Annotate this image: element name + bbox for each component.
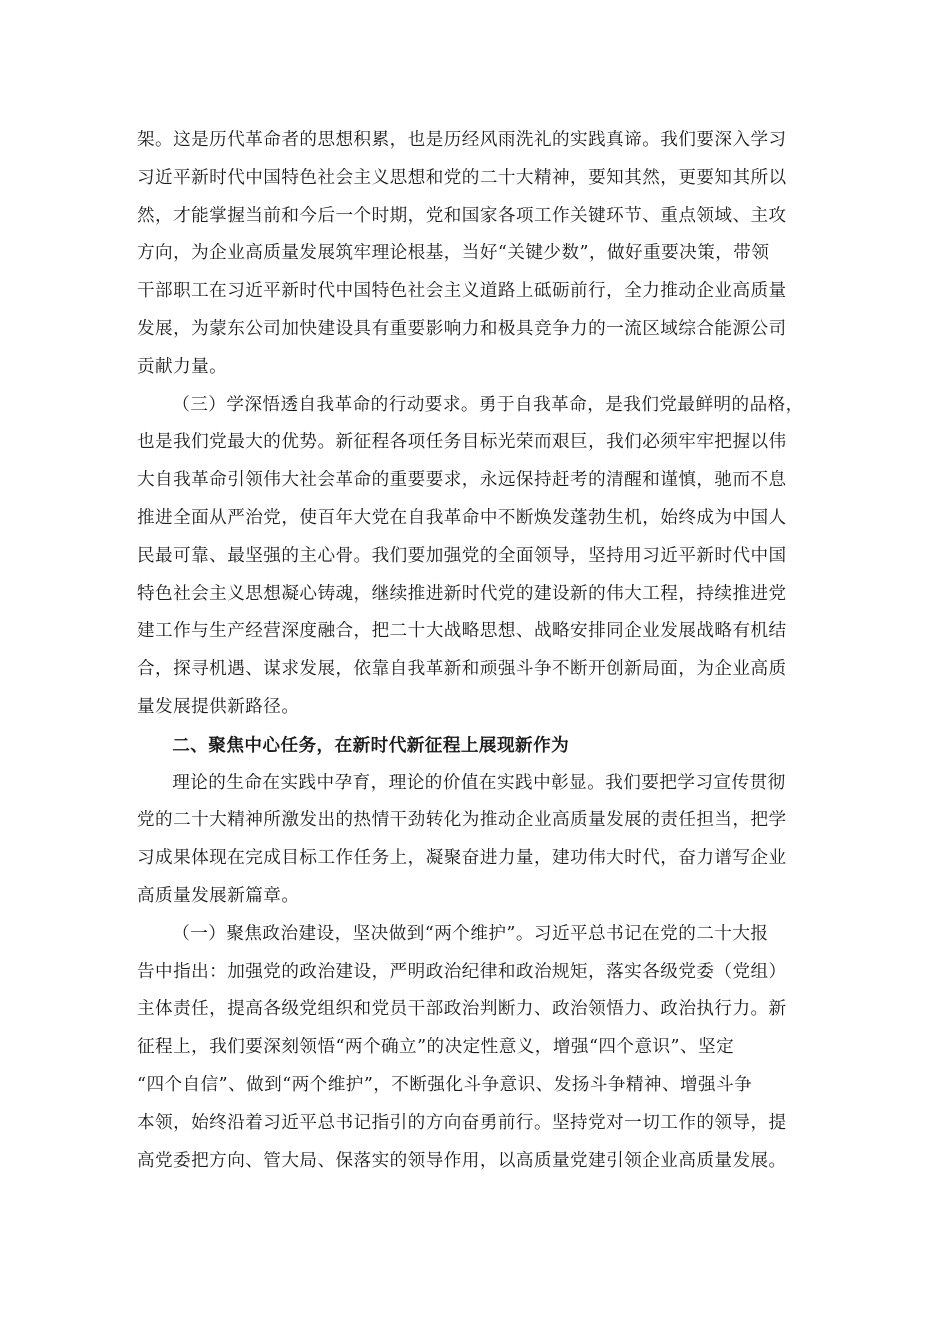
text-line: 告中指出：加强党的政治建设，严明政治纪律和政治规矩，落实各级党委（党组）	[137, 961, 787, 982]
text-line: 贡献力量。	[137, 356, 228, 377]
section-heading	[137, 727, 825, 765]
text-line: （一）聚焦政治建设，坚决做到“两个维护”。习近平总书记在党的二十大报	[172, 923, 769, 944]
paragraph-continued	[137, 122, 825, 387]
text-line: 民最可靠、最坚强的主心骨。我们要加强党的全面领导，坚持用习近平新时代中国	[137, 545, 787, 566]
text-line: 征程上，我们要深刻领悟“两个确立”的决定性意义，增强“四个意识”、坚定	[137, 1037, 735, 1058]
text-line: 习成果体现在完成目标工作任务上，凝聚奋进力量，建功伟大时代，奋力谱写企业	[137, 848, 787, 869]
text-line: （三）学深悟透自我革命的行动要求。勇于自我革命，是我们党最鲜明的品格，	[172, 394, 804, 415]
text-line: 推进全面从严治党，使百年大党在自我革命中不断焕发蓬勃生机，始终成为中国人	[137, 507, 787, 528]
paragraph-self-revolution	[137, 387, 825, 727]
text-line: 架。这是历代革命者的思想积累，也是历经风雨洗礼的实践真谛。我们要深入学习	[137, 130, 787, 150]
text-line: 合，探寻机遇、谋求发展，依靠自我革新和顽强斗争不断开创新局面，为企业高质	[137, 659, 787, 680]
text-line: 然，才能掌握当前和今后一个时期，党和国家各项工作关键环节、重点领域、主攻	[137, 205, 787, 226]
text-line: 本领，始终沿着习近平总书记指引的方向奋勇前行。坚持党对一切工作的领导，提	[137, 1112, 787, 1133]
document-page	[137, 122, 825, 1180]
text-line: 党的二十大精神所激发出的热情干劲转化为推动企业高质量发展的责任担当，把学	[137, 810, 787, 831]
text-line: 建工作与生产经营深度融合，把二十大战略思想、战略安排同企业发展战略有机结	[137, 621, 787, 642]
text-line: 特色社会主义思想凝心铸魂，继续推进新时代党的建设新的伟大工程，持续推进党	[137, 583, 787, 604]
text-line: 也是我们党最大的优势。新征程各项任务目标光荣而艰巨，我们必须牢牢把握以伟	[137, 432, 787, 453]
text-line: 方向，为企业高质量发展筑牢理论根基，当好“关键少数”，做好重要决策，带领	[137, 243, 770, 264]
text-line: 高党委把方向、管大局、保落实的领导作用，以高质量党建引领企业高质量发展。	[137, 1150, 787, 1171]
text-line: 大自我革命引领伟大社会革命的重要要求，永远保持赶考的清醒和谨慎，驰而不息	[137, 470, 787, 491]
text-line: 发展，为蒙东公司加快建设具有重要影响力和极具竞争力的一流区域综合能源公司	[137, 318, 787, 339]
text-line: 干部职工在习近平新时代中国特色社会主义道路上砥砺前行，全力推动企业高质量	[137, 281, 787, 302]
text-line: 习近平新时代中国特色社会主义思想和党的二十大精神，要知其然，更要知其所以	[137, 167, 787, 188]
paragraph-theory-practice	[137, 765, 825, 916]
heading-line: 二、聚焦中心任务，在新时代新征程上展现新作为	[172, 734, 570, 756]
paragraph-political-building	[137, 916, 825, 1181]
text-line: “四个自信”、做到“两个维护”，不断强化斗争意识、发扬斗争精神、增强斗争	[137, 1074, 753, 1095]
text-line: 主体责任，提高各级党组织和党员干部政治判断力、政治领悟力、政治执行力。新	[137, 999, 787, 1020]
text-line: 理论的生命在实践中孕育，理论的价值在实践中彰显。我们要把学习宣传贯彻	[172, 772, 786, 793]
text-line: 量发展提供新路径。	[137, 696, 300, 717]
text-line: 高质量发展新篇章。	[137, 885, 300, 906]
